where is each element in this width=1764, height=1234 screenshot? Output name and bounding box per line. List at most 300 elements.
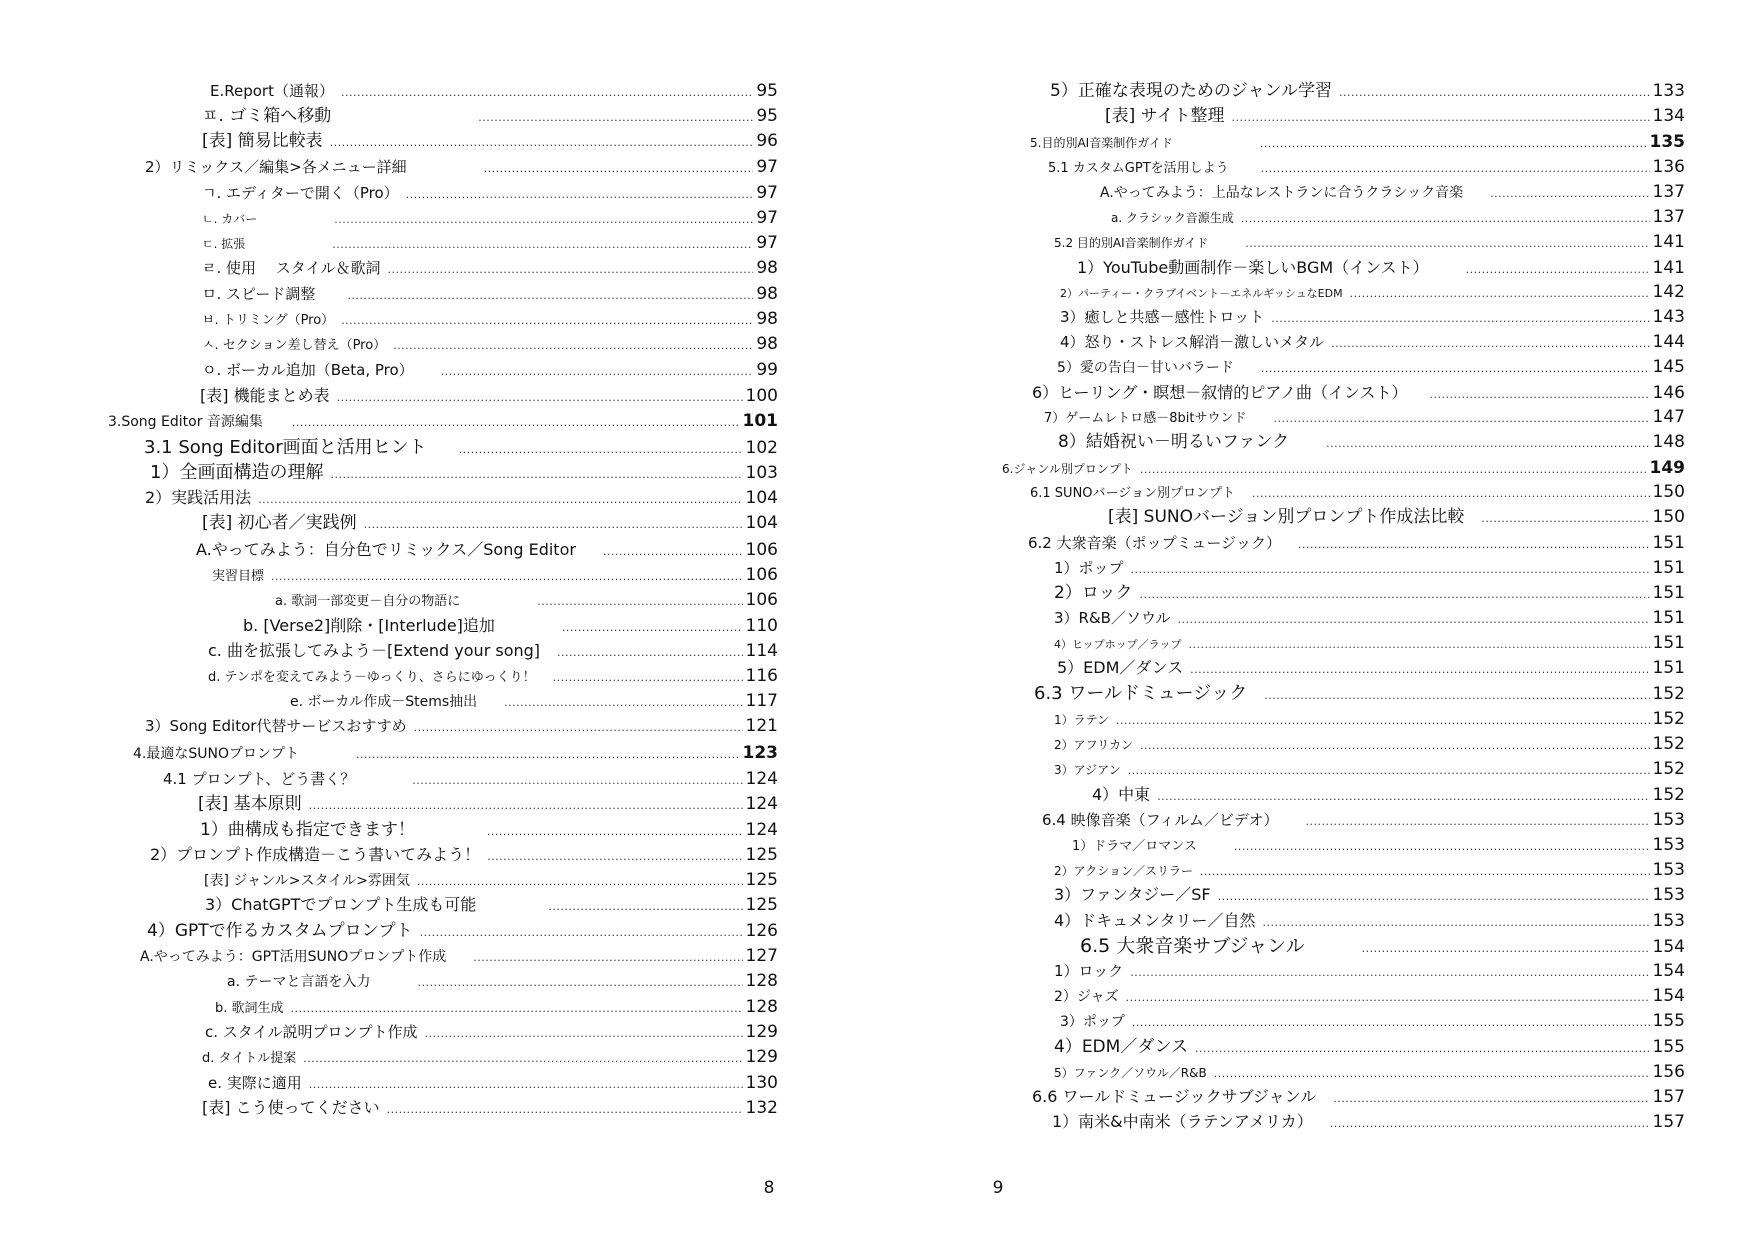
- toc-leader-dots: [1339, 81, 1649, 105]
- toc-leader-dots: [1261, 157, 1650, 181]
- toc-entry-page: 157: [1652, 1087, 1685, 1107]
- toc-entry-title: ㅇ. ボーカル追加（Beta, Pro）: [202, 361, 414, 379]
- toc-leader-dots: [364, 513, 743, 537]
- toc-entry-page: 124: [745, 769, 778, 789]
- toc-entry-page: 124: [745, 820, 778, 840]
- toc-entry: [1054, 606, 1685, 630]
- toc-entry: [1048, 155, 1685, 179]
- toc-entry: [133, 741, 778, 765]
- toc-leader-dots: [1264, 684, 1649, 708]
- toc-entry-page: 110: [745, 616, 778, 636]
- toc-leader-dots: [412, 769, 742, 793]
- toc-entry: [210, 79, 778, 103]
- toc-leader-dots: [406, 183, 754, 207]
- toc-entry-page: 151: [1652, 583, 1685, 603]
- toc-entry-page: 141: [1652, 258, 1685, 278]
- toc-entry-title: b. 歌詞生成: [215, 1001, 284, 1016]
- toc-entry-page: 125: [745, 870, 778, 890]
- toc-entry-title: a. テーマと言語を入力: [227, 974, 371, 990]
- toc-entry-title: ㄴ. カバー: [202, 212, 258, 226]
- toc-entry-page: 106: [745, 565, 778, 585]
- toc-leader-dots: [1140, 734, 1650, 758]
- toc-entry-page: 132: [745, 1098, 778, 1118]
- toc-entry: [202, 1096, 778, 1120]
- toc-leader-dots: [1306, 810, 1650, 834]
- toc-entry-title: 6.4 映像音楽（フィルム／ビデオ）: [1042, 811, 1279, 829]
- toc-entry-page: 102: [745, 438, 778, 458]
- toc-entry-title: ㅍ. ゴミ箱へ移動: [202, 106, 332, 126]
- toc-entry: [1108, 505, 1685, 529]
- toc-entry: [1054, 230, 1685, 254]
- toc-entry-title: 5）正確な表現のためのジャンル学習: [1050, 81, 1333, 101]
- toc-entry-title: 1）YouTube動画制作－楽しいBGM（インスト）: [1077, 258, 1429, 277]
- toc-leader-dots: [1350, 282, 1650, 306]
- toc-entry-page: 143: [1652, 307, 1685, 327]
- toc-entry: [1044, 405, 1685, 429]
- toc-entry-page: 151: [1652, 658, 1685, 678]
- toc-entry-title: [表] 簡易比較表: [202, 131, 323, 151]
- toc-entry: [1034, 682, 1685, 706]
- toc-entry-page: 133: [1652, 81, 1685, 101]
- toc-leader-dots: [1126, 986, 1650, 1010]
- toc-entry: [212, 563, 778, 587]
- toc-entry: [1054, 1035, 1685, 1059]
- toc-entry: [1054, 757, 1685, 781]
- toc-entry-page: 135: [1649, 132, 1685, 152]
- toc-entry-page: 151: [1652, 533, 1685, 553]
- toc-leader-dots: [1261, 357, 1650, 381]
- toc-entry: [243, 614, 778, 638]
- toc-entry-page: 155: [1652, 1011, 1685, 1031]
- toc-entry: [1077, 256, 1685, 280]
- toc-leader-dots: [1128, 759, 1650, 783]
- toc-entry: [1100, 180, 1685, 204]
- toc-entry-title: 2）アクション／スリラー: [1054, 864, 1194, 878]
- toc-entry-page: 153: [1652, 810, 1685, 830]
- toc-entry: [202, 332, 778, 356]
- toc-entry: [200, 384, 778, 408]
- toc-leader-dots: [309, 1073, 743, 1097]
- toc-leader-dots: [417, 870, 743, 894]
- toc-entry-page: 149: [1649, 458, 1685, 478]
- toc-leader-dots: [330, 131, 754, 155]
- toc-entry-page: 151: [1652, 558, 1685, 578]
- toc-entry-page: 106: [745, 590, 778, 610]
- toc-leader-dots: [356, 743, 740, 767]
- toc-entry: [202, 358, 778, 382]
- toc-entry: [1105, 104, 1685, 128]
- toc-entry-title: 2）パーティー・クラブイベント－エネルギッシュなEDM: [1060, 287, 1343, 300]
- toc-entry-page: 153: [1652, 835, 1685, 855]
- toc-entry: [1058, 430, 1685, 454]
- toc-entry: [150, 843, 778, 867]
- toc-leader-dots: [1271, 307, 1649, 331]
- toc-entry: [208, 639, 778, 663]
- toc-entry-page: 155: [1652, 1037, 1685, 1057]
- toc-entry-title: e. 実際に適用: [208, 1074, 302, 1092]
- toc-leader-dots: [1274, 407, 1650, 431]
- toc-entry-title: 1）南米&中南米（ラテンアメリカ）: [1052, 1112, 1313, 1131]
- toc-entry-page: 97: [756, 157, 778, 177]
- toc-entry-page: 144: [1652, 332, 1685, 352]
- toc-entry-page: 156: [1652, 1062, 1685, 1082]
- toc-entry-title: 3）R&B／ソウル: [1054, 609, 1171, 627]
- toc-entry: [108, 409, 778, 433]
- toc-leader-dots: [484, 157, 754, 181]
- toc-entry-page: 153: [1652, 885, 1685, 905]
- toc-entry-page: 98: [756, 334, 778, 354]
- toc-leader-dots: [425, 1022, 743, 1046]
- toc-entry-title: 7）ゲームレトロ感－8bitサウンド: [1044, 411, 1247, 426]
- toc-entry: [1057, 355, 1685, 379]
- toc-entry: [202, 307, 778, 331]
- toc-entry-title: 5.目的別AI音楽制作ガイド: [1030, 136, 1173, 150]
- toc-entry-page: 98: [756, 309, 778, 329]
- toc-entry-page: 146: [1652, 383, 1685, 403]
- toc-entry: [144, 436, 778, 460]
- toc-entry: [1002, 456, 1685, 480]
- toc-entry-page: 123: [742, 743, 778, 763]
- toc-entry-title: 3.Song Editor 音源編集: [108, 414, 263, 430]
- toc-entry: [147, 919, 778, 943]
- toc-entry-page: 126: [745, 921, 778, 941]
- toc-leader-dots: [341, 81, 753, 105]
- toc-entry-title: 1）ドラマ／ロマンス: [1072, 839, 1197, 854]
- toc-leader-dots: [417, 971, 742, 995]
- toc-entry: [202, 511, 778, 535]
- toc-entry-title: 3.1 Song Editor画面と活用ヒント: [144, 437, 427, 458]
- toc-entry-page: 129: [745, 1022, 778, 1042]
- toc-entry: [1028, 531, 1685, 555]
- toc-leader-dots: [1260, 132, 1647, 156]
- toc-entry: [205, 893, 778, 917]
- toc-entry-page: 100: [745, 386, 778, 406]
- toc-entry-title: ㄹ. 使用 スタイル＆歌詞: [202, 259, 381, 277]
- toc-leader-dots: [1130, 961, 1649, 985]
- toc-entry-page: 125: [745, 845, 778, 865]
- toc-entry: [1057, 656, 1685, 680]
- toc-entry-title: 3）ChatGPTでプロンプト生成も可能: [205, 895, 477, 914]
- toc-entry-title: 2）プロンプト作成構造－こう書いてみよう！: [150, 845, 481, 864]
- toc-entry-page: 134: [1652, 106, 1685, 126]
- toc-entry-page: 152: [1652, 734, 1685, 754]
- toc-entry-title: ㅁ. スピード調整: [202, 285, 316, 303]
- toc-leader-dots: [1234, 835, 1650, 859]
- toc-leader-dots: [1218, 885, 1650, 909]
- toc-leader-dots: [553, 666, 743, 690]
- toc-entry-title: ㄷ. 拡張: [202, 237, 246, 251]
- toc-entry: [202, 129, 778, 153]
- toc-entry-title: 6.6 ワールドミュージックサブジャンル: [1032, 1087, 1317, 1106]
- toc-leader-dots: [537, 590, 742, 614]
- toc-entry-title: d. テンポを変えてみよう－ゆっくり、さらにゆっくり！: [208, 670, 536, 685]
- toc-entry-page: 128: [745, 997, 778, 1017]
- toc-entry-title: [表] サイト整理: [1105, 106, 1225, 126]
- toc-entry: [202, 1045, 778, 1069]
- toc-entry-title: E.Report（通報）: [210, 82, 334, 100]
- toc-entry-page: 150: [1652, 482, 1685, 502]
- toc-entry-title: 5）EDM／ダンス: [1057, 658, 1184, 677]
- toc-entry: [145, 486, 778, 510]
- toc-leader-dots: [387, 1098, 743, 1122]
- toc-leader-dots: [337, 386, 743, 410]
- toc-entry: [198, 792, 778, 816]
- toc-entry-page: 104: [745, 513, 778, 533]
- toc-entry-title: e. ボーカル作成－Stems抽出: [290, 694, 478, 710]
- toc-leader-dots: [1330, 1112, 1650, 1136]
- toc-entry-page: 130: [745, 1073, 778, 1093]
- toc-leader-dots: [504, 691, 742, 715]
- toc-entry-title: 5.1 カスタムGPTを活用しよう: [1048, 161, 1229, 176]
- toc-entry-title: 2）ジャズ: [1054, 989, 1119, 1005]
- toc-entry: [202, 181, 778, 205]
- toc-entry-title: 3）ファンタジー／SF: [1054, 885, 1211, 904]
- toc-leader-dots: [1132, 1011, 1650, 1035]
- toc-leader-dots: [388, 258, 754, 282]
- toc-entry-page: 98: [756, 284, 778, 304]
- toc-leader-dots: [1200, 860, 1650, 884]
- toc-leader-dots: [1252, 482, 1650, 506]
- toc-entry-page: 136: [1652, 157, 1685, 177]
- toc-entry-title: c. スタイル説明プロンプト作成: [205, 1023, 418, 1041]
- toc-leader-dots: [487, 845, 742, 869]
- toc-leader-dots: [414, 716, 743, 740]
- toc-leader-dots: [1481, 507, 1649, 531]
- toc-entry-page: 129: [745, 1047, 778, 1067]
- toc-entry-title: 1）曲構成も指定できます！: [200, 820, 415, 840]
- toc-leader-dots: [1157, 785, 1649, 809]
- toc-entry-page: 148: [1652, 432, 1685, 452]
- toc-leader-dots: [557, 641, 743, 665]
- toc-entry-page: 124: [745, 794, 778, 814]
- toc-entry-page: 145: [1652, 357, 1685, 377]
- toc-entry: [145, 155, 778, 179]
- toc-leader-dots: [459, 438, 743, 462]
- toc-entry-title: [表] 初心者／実践例: [202, 513, 357, 533]
- toc-entry-page: 97: [756, 208, 778, 228]
- toc-leader-dots: [347, 284, 753, 308]
- toc-leader-dots: [393, 334, 753, 358]
- toc-entry-title: 2）実践活用法: [145, 488, 252, 507]
- toc-entry: [145, 714, 778, 738]
- toc-entry-page: 153: [1652, 860, 1685, 880]
- toc-entry: [1054, 1060, 1685, 1084]
- toc-entry: [1032, 381, 1685, 405]
- toc-entry-title: 4）EDM／ダンス: [1054, 1037, 1188, 1057]
- toc-entry-page: 154: [1652, 937, 1685, 957]
- toc-entry-title: 5）愛の告白－甘いバラード: [1057, 360, 1234, 376]
- toc-entry-title: 2）ロック: [1054, 583, 1133, 603]
- toc-entry-page: 141: [1652, 232, 1685, 252]
- toc-entry-page: 97: [756, 233, 778, 253]
- toc-entry-page: 98: [756, 258, 778, 278]
- toc-entry-title: 6.ジャンル別プロンプト: [1002, 462, 1133, 476]
- toc-entry-page: 153: [1652, 911, 1685, 931]
- toc-entry-title: 1）全画面構造の理解: [150, 462, 324, 483]
- page-number: 9: [992, 1178, 1004, 1198]
- toc-entry: [202, 282, 778, 306]
- toc-leader-dots: [1131, 558, 1650, 582]
- toc-entry: [202, 206, 778, 230]
- toc-entry: [1111, 205, 1685, 229]
- toc-entry: [1054, 732, 1685, 756]
- toc-entry: [1054, 631, 1685, 655]
- toc-leader-dots: [1190, 658, 1649, 682]
- toc-leader-dots: [562, 616, 743, 640]
- toc-entry-title: 1）ポップ: [1054, 559, 1124, 577]
- toc-entry-title: [表] 基本原則: [198, 794, 302, 814]
- toc-leader-dots: [258, 488, 742, 512]
- toc-entry: [208, 1071, 778, 1095]
- toc-entry-title: 1）ロック: [1054, 962, 1124, 980]
- toc-entry-title: 5）ファンク／ソウル／R&B: [1054, 1066, 1207, 1080]
- toc-entry-title: 3）ポップ: [1060, 1014, 1125, 1030]
- toc-entry: [215, 995, 778, 1019]
- toc-entry-title: ㅂ. トリミング（Pro）: [202, 313, 335, 328]
- toc-entry-page: 114: [745, 641, 778, 661]
- toc-entry: [1054, 556, 1685, 580]
- toc-entry-page: 95: [756, 106, 778, 126]
- toc-entry: [150, 461, 778, 485]
- toc-entry: [205, 1020, 778, 1044]
- toc-entry-title: ㄱ. エディターで開く（Pro）: [202, 184, 399, 202]
- toc-leader-dots: [1195, 1037, 1650, 1061]
- toc-entry-page: 151: [1652, 608, 1685, 628]
- toc-entry: [204, 868, 778, 892]
- toc-entry-title: 6.2 大衆音楽（ポップミュージック）: [1028, 534, 1282, 552]
- toc-entry-page: 96: [756, 131, 778, 151]
- toc-entry: [1030, 480, 1685, 504]
- toc-leader-dots: [420, 921, 743, 945]
- toc-entry-page: 152: [1652, 684, 1685, 704]
- toc-entry-title: a. クラシック音源生成: [1111, 211, 1234, 225]
- toc-entry-page: 151: [1652, 633, 1685, 653]
- toc-leader-dots: [1245, 232, 1649, 256]
- toc-entry-title: [表] SUNOバージョン別プロンプト作成法比較: [1108, 507, 1465, 527]
- toc-entry: [275, 588, 778, 612]
- toc-entry: [227, 969, 778, 993]
- toc-entry-page: 116: [745, 666, 778, 686]
- toc-entry-page: 104: [745, 488, 778, 508]
- toc-entry-page: 154: [1652, 961, 1685, 981]
- toc-entry-page: 125: [745, 895, 778, 915]
- toc-entry-title: 実習目標: [212, 569, 265, 584]
- toc-entry: [1042, 808, 1685, 832]
- toc-leader-dots: [1214, 1062, 1650, 1086]
- toc-leader-dots: [271, 565, 743, 589]
- toc-entry-title: 1）ラテン: [1054, 713, 1110, 727]
- toc-leader-dots: [1490, 182, 1649, 206]
- toc-entry-title: 4）中東: [1092, 785, 1151, 804]
- toc-entry-page: 142: [1652, 282, 1685, 302]
- toc-entry: [202, 104, 778, 128]
- toc-entry-page: 95: [756, 81, 778, 101]
- toc-leader-dots: [603, 540, 743, 564]
- toc-entry-title: a. 歌詞一部変更－自分の物語に: [275, 594, 461, 609]
- toc-entry-page: 152: [1652, 709, 1685, 729]
- toc-entry: [1072, 833, 1685, 857]
- toc-entry-title: A.やってみよう：上品なレストランに合うクラシック音楽: [1100, 185, 1464, 201]
- toc-leader-dots: [1178, 608, 1650, 632]
- toc-leader-dots: [334, 208, 753, 232]
- toc-entry-page: 137: [1652, 182, 1685, 202]
- toc-entry: [1054, 707, 1685, 731]
- toc-entry: [208, 664, 778, 688]
- toc-entry-page: 147: [1652, 407, 1685, 427]
- toc-entry-title: 8）結婚祝い－明るいファンク: [1058, 432, 1290, 452]
- toc-entry-page: 150: [1652, 507, 1685, 527]
- toc-entry: [1092, 783, 1685, 807]
- toc-entry-title: 5.2 目的別AI音楽制作ガイド: [1054, 236, 1209, 250]
- toc-entry-page: 121: [745, 716, 778, 736]
- toc-entry-title: c. 曲を拡張してみよう－[Extend your song]: [208, 641, 541, 660]
- toc-leader-dots: [330, 463, 742, 487]
- toc-leader-dots: [548, 895, 742, 919]
- toc-entry-title: ㅅ. セクション差し替え（Pro）: [202, 338, 387, 353]
- toc-leader-dots: [291, 997, 743, 1021]
- toc-entry: [1060, 305, 1685, 329]
- toc-leader-dots: [1326, 432, 1649, 456]
- toc-entry-page: 103: [745, 463, 778, 483]
- toc-entry-page: 117: [745, 691, 778, 711]
- toc-entry: [1060, 330, 1685, 354]
- page-number: 8: [763, 1178, 775, 1198]
- toc-leader-dots: [1139, 583, 1649, 607]
- toc-entry: [196, 538, 778, 562]
- toc-leader-dots: [292, 411, 740, 435]
- toc-entry: [290, 689, 778, 713]
- toc-entry: [1054, 858, 1685, 882]
- toc-entry-title: [表] 機能まとめ表: [200, 386, 330, 405]
- right-page: [882, 0, 1764, 1234]
- toc-entry-title: 4）GPTで作るカスタムプロンプト: [147, 921, 413, 941]
- toc-entry-page: 101: [742, 411, 778, 431]
- toc-entry-title: d. タイトル提案: [202, 1051, 297, 1066]
- toc-leader-dots: [1466, 258, 1650, 282]
- toc-entry-page: 127: [745, 946, 778, 966]
- toc-entry: [1060, 280, 1685, 304]
- toc-leader-dots: [1188, 633, 1649, 657]
- toc-entry: [202, 231, 778, 255]
- toc-leader-dots: [441, 360, 754, 384]
- toc-entry-title: 3）Song Editor代替サービスおすすめ: [145, 717, 407, 735]
- toc-entry-title: 4）ヒップホップ／ラップ: [1054, 638, 1182, 651]
- toc-leader-dots: [1362, 937, 1650, 961]
- toc-entry-page: 152: [1652, 759, 1685, 779]
- toc-entry: [1060, 1009, 1685, 1033]
- toc-entry: [202, 256, 778, 280]
- toc-entry-page: 99: [756, 360, 778, 380]
- toc-entry-title: 3）癒しと共感－感性トロット: [1060, 308, 1265, 326]
- toc-entry: [1080, 934, 1685, 958]
- toc-leader-dots: [332, 233, 753, 257]
- toc-entry-page: 128: [745, 971, 778, 991]
- toc-entry: [1054, 581, 1685, 605]
- toc-leader-dots: [1331, 332, 1649, 356]
- toc-entry-title: 6）ヒーリング・瞑想－叙情的ピアノ曲（インスト）: [1032, 383, 1408, 402]
- toc-entry-page: 97: [756, 183, 778, 203]
- toc-entry: [1050, 79, 1685, 103]
- toc-entry-title: 3）アジアン: [1054, 763, 1121, 777]
- toc-leader-dots: [341, 309, 753, 333]
- toc-entry-title: 4.最適なSUNOプロンプト: [133, 746, 299, 762]
- toc-entry-title: 4）ドキュメンタリー／自然: [1054, 911, 1256, 930]
- toc-leader-dots: [303, 1047, 742, 1071]
- toc-entry-title: A.やってみよう：自分色でリミックス／Song Editor: [196, 540, 576, 559]
- toc-entry-title: 4.1 プロンプト、どう書く？: [163, 770, 356, 788]
- toc-entry: [1030, 130, 1685, 154]
- toc-entry: [1032, 1085, 1685, 1109]
